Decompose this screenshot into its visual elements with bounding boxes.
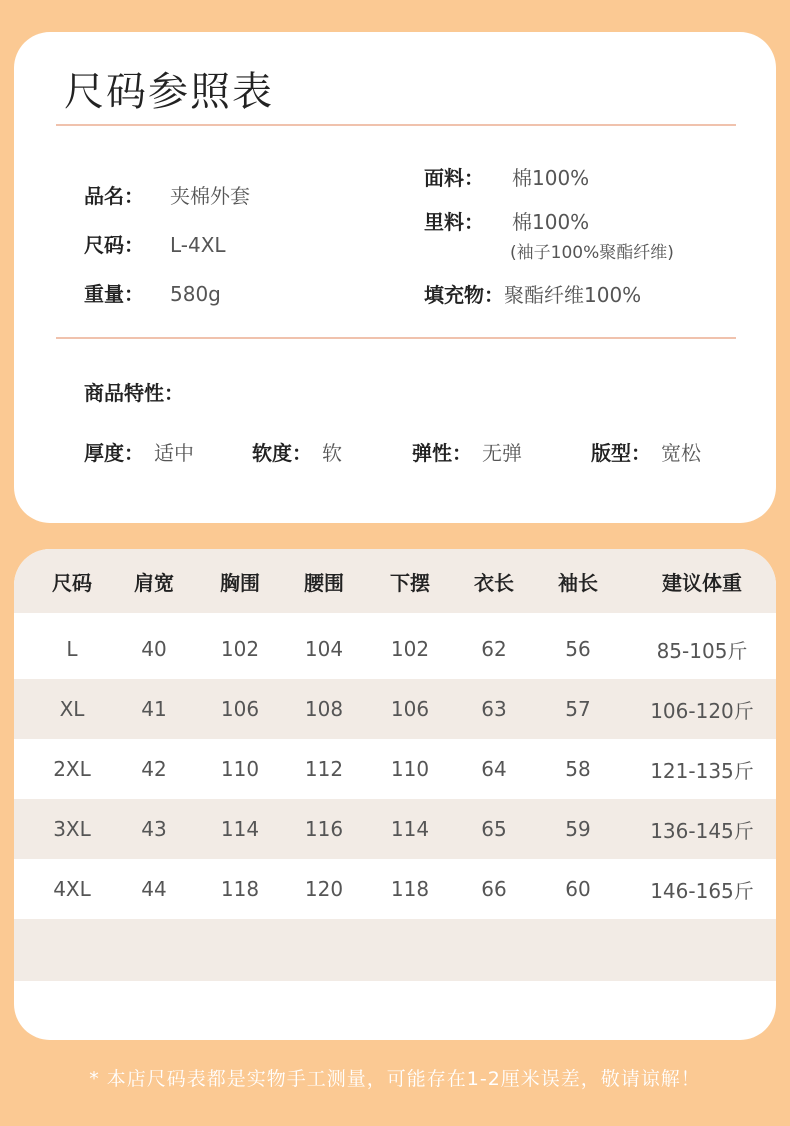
table-empty-row [14, 919, 776, 981]
spec-fabric [424, 162, 589, 191]
table-header-cell: 下摆 [390, 570, 430, 595]
table-cell: 2XL [53, 757, 91, 781]
spec-label: 品名： [84, 184, 144, 208]
table-cell: 102 [390, 637, 430, 661]
table-cell: 41 [141, 697, 167, 721]
feature-label: 软度： [252, 441, 312, 465]
table-header-cell: 建议体重 [662, 570, 742, 595]
size-table [14, 549, 776, 1040]
table-cell: 106 [220, 697, 260, 721]
spec-value: 580g [170, 282, 221, 306]
spec-lining-note: (袖子100%聚酯纤维) [510, 243, 674, 263]
feature-value: 宽松 [661, 441, 701, 465]
spec-label: 重量： [84, 282, 144, 306]
table-cell: 121-135斤 [650, 758, 754, 783]
feature-value: 软 [322, 441, 342, 465]
spec-label: 面料： [424, 166, 484, 190]
table-cell: 62 [481, 637, 507, 661]
table-cell: 110 [390, 757, 430, 781]
table-cell: 65 [481, 817, 507, 841]
spec-value: 棉100% [512, 210, 590, 234]
table-cell: 85-105斤 [656, 638, 748, 663]
table-cell: 110 [220, 757, 260, 781]
divider [56, 337, 736, 339]
feature-elasticity [412, 437, 522, 466]
table-cell: 40 [141, 637, 167, 661]
table-cell: 60 [565, 877, 591, 901]
table-cell: 114 [220, 817, 260, 841]
spec-product-name [84, 180, 250, 209]
feature-label: 弹性： [412, 441, 472, 465]
table-cell: 56 [565, 637, 591, 661]
table-cell: 58 [565, 757, 591, 781]
table-cell: 114 [390, 817, 430, 841]
product-info-card [14, 32, 776, 523]
table-row [14, 739, 776, 799]
page-title: 尺码参照表 [64, 69, 274, 115]
table-header-cell: 尺码 [52, 570, 92, 595]
table-cell: 66 [481, 877, 507, 901]
table-cell: 104 [304, 637, 344, 661]
table-header-cell: 肩宽 [134, 570, 174, 595]
spec-value: L-4XL [170, 233, 226, 257]
feature-label: 厚度： [84, 441, 144, 465]
table-header-row [14, 549, 776, 613]
table-cell: 136-145斤 [650, 818, 754, 843]
table-cell: 118 [390, 877, 430, 901]
feature-value: 适中 [154, 441, 194, 465]
table-row [14, 619, 776, 679]
table-cell: 64 [481, 757, 507, 781]
table-cell: 102 [220, 637, 260, 661]
spec-value: 聚酯纤维100% [504, 283, 642, 307]
table-cell: 108 [304, 697, 344, 721]
spec-label: 填充物： [424, 283, 504, 307]
feature-value: 无弹 [482, 441, 522, 465]
table-cell: 106-120斤 [650, 698, 754, 723]
spec-size-range [84, 229, 226, 258]
table-header-cell: 袖长 [558, 570, 598, 595]
table-cell: 146-165斤 [650, 878, 754, 903]
table-cell: 59 [565, 817, 591, 841]
table-header-cell: 腰围 [304, 570, 344, 595]
spec-label: 里料： [424, 210, 484, 234]
table-cell: 120 [304, 877, 344, 901]
features-title: 商品特性： [84, 381, 184, 405]
table-row [14, 799, 776, 859]
table-cell: 106 [390, 697, 430, 721]
table-header-cell: 衣长 [474, 570, 514, 595]
spec-weight [84, 278, 221, 307]
table-row [14, 679, 776, 739]
table-cell: XL [59, 697, 85, 721]
spec-label: 尺码： [84, 233, 144, 257]
table-cell: 42 [141, 757, 167, 781]
table-cell: 116 [304, 817, 344, 841]
spec-value: 棉100% [512, 166, 590, 190]
feature-thickness [84, 437, 194, 466]
table-header-cell: 胸围 [220, 570, 260, 595]
spec-filling [424, 279, 641, 308]
table-cell: 112 [304, 757, 344, 781]
table-cell: 43 [141, 817, 167, 841]
table-cell: 118 [220, 877, 260, 901]
feature-fit [591, 437, 701, 466]
table-cell: 44 [141, 877, 167, 901]
feature-label: 版型： [591, 441, 651, 465]
table-cell: L [66, 637, 78, 661]
table-cell: 3XL [53, 817, 91, 841]
table-cell: 4XL [53, 877, 91, 901]
spec-lining [424, 206, 589, 235]
table-row [14, 859, 776, 919]
measurement-disclaimer: * 本店尺码表都是实物手工测量，可能存在1-2厘米误差，敬请谅解！ [89, 1068, 701, 1090]
feature-softness [252, 437, 342, 466]
table-cell: 57 [565, 697, 591, 721]
divider [56, 124, 736, 126]
table-cell: 63 [481, 697, 507, 721]
spec-value: 夹棉外套 [170, 184, 250, 208]
